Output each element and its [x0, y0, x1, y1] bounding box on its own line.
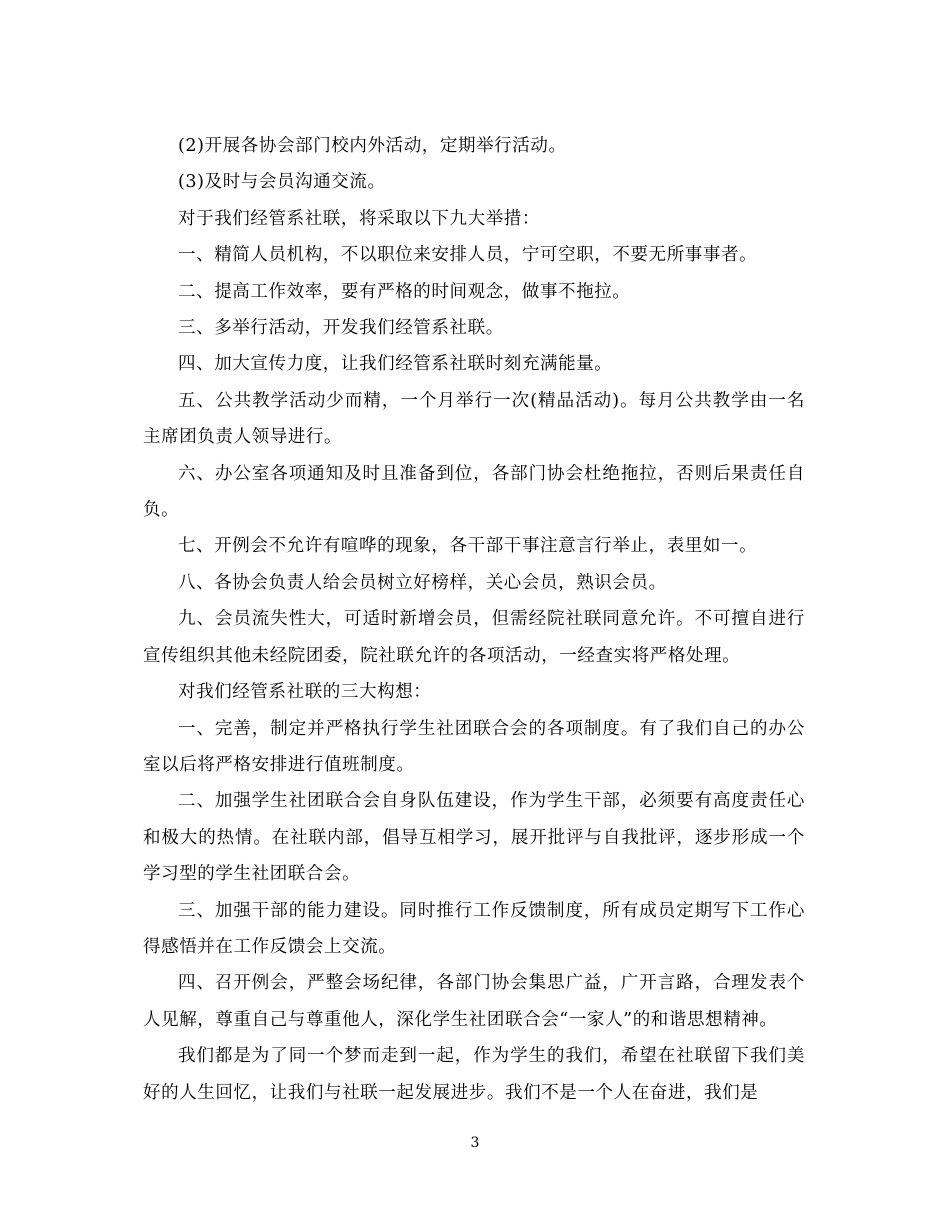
- paragraph-9: 六、办公室各项通知及时且准备到位，各部门协会杜绝拖拉，否则后果责任自负。: [143, 463, 805, 521]
- paragraph-15: 二、加强学生社团联合会自身队伍建设，作为学生干部，必须要有高度责任心和极大的热情。在社联内部，倡导互相学习，展开批评与自我批评，逐步形成一个学习型的学生社团联合会。: [143, 791, 805, 885]
- paragraph-16: 三、加强干部的能力建设。同时推行工作反馈制度，所有成员定期写下工作心得感悟并在工作反馈会上交流。: [143, 900, 805, 957]
- paragraph-10: 七、开例会不允许有喧哗的现象，各干部干事注意言行举止，表里如一。: [178, 536, 758, 557]
- paragraph-8: 五、公共教学活动少而精，一个月举行一次(精品活动)。每月公共教学由一名主席团负责人领导进行。: [143, 390, 805, 448]
- paragraph-13: 对我们经管系社联的三大构想：: [178, 682, 432, 703]
- document-body: [143, 128, 805, 1111]
- paragraph-18: 我们都是为了同一个梦而走到一起，作为学生的我们，希望在社联留下我们美好的人生回忆，让我们与社联一起发展进步。我们不是一个人在奋进，我们是: [143, 1046, 805, 1103]
- paragraph-5: 二、提高工作效率，要有严格的时间观念，做事不拖拉。: [178, 281, 631, 302]
- paragraph-4: 一、精简人员机构，不以职位来安排人员，宁可空职，不要无所事事者。: [178, 245, 758, 266]
- paragraph-17: 四、召开例会，严整会场纪律，各部门协会集思广益，广开言路，合理发表个人见解，尊重自己与尊重他人，深化学生社团联合会“一家人”的和谐思想精神。: [143, 973, 805, 1030]
- paragraph-6: 三、多举行活动，开发我们经管系社联。: [178, 318, 504, 339]
- paragraph-3: 对于我们经管系社联，将采取以下九大举措：: [178, 208, 540, 229]
- paragraph-11: 八、各协会负责人给会员树立好榜样，关心会员，熟识会员。: [178, 572, 667, 593]
- paragraph-7: 四、加大宣传力度，让我们经管系社联时刻充满能量。: [178, 354, 613, 375]
- page-number: 3: [470, 1135, 480, 1151]
- paragraph-1: (2)开展各协会部门校内外活动，定期举行活动。: [178, 136, 567, 156]
- paragraph-14: 一、完善，制定并严格执行学生社团联合会的各项制度。有了我们自己的办公室以后将严格安排进行值班制度。: [143, 718, 805, 775]
- paragraph-2: (3)及时与会员沟通交流。: [178, 172, 386, 193]
- paragraph-12: 九、会员流失性大，可适时新增会员，但需经院社联同意允许。不可擅自进行宣传组织其他未经院团委，院社联允许的各项活动，一经查实将严格处理。: [143, 609, 805, 666]
